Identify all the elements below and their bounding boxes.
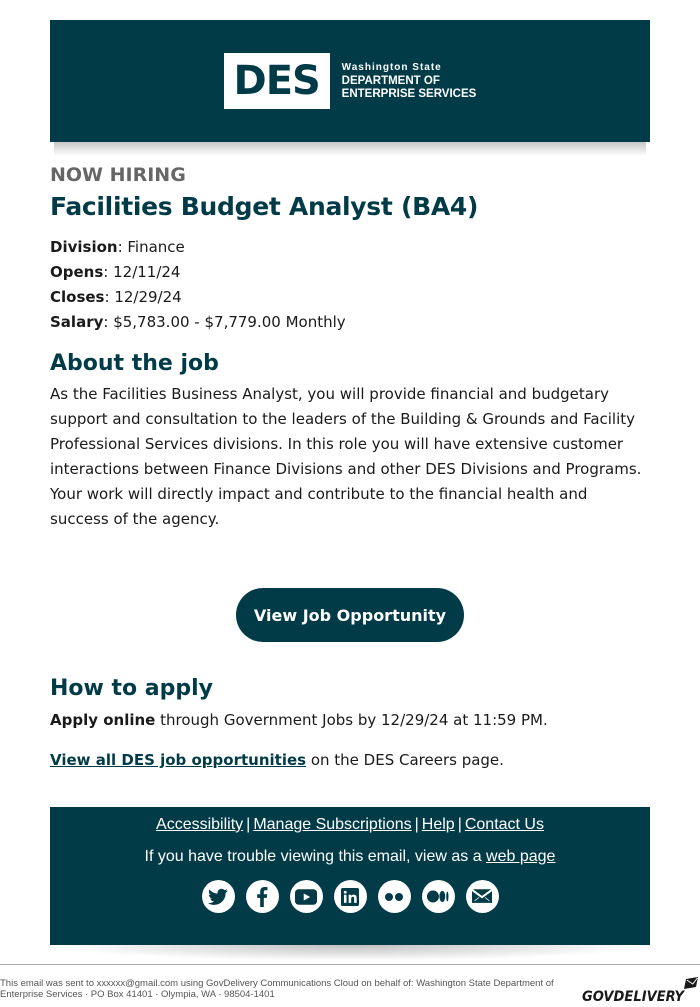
careers-page-text: on the DES Careers page. (306, 751, 504, 769)
contact-us-link[interactable]: Contact Us (464, 816, 544, 833)
now-hiring-label: NOW HIRING (50, 164, 186, 186)
accessibility-link[interactable]: Accessibility (156, 816, 244, 833)
footer-separator: | (414, 816, 419, 833)
govdelivery-logo[interactable] (582, 975, 700, 1005)
detail-value: : Finance (117, 238, 185, 256)
detail-value: : 12/11/24 (103, 263, 181, 281)
detail-division (50, 235, 650, 260)
detail-label: Salary (50, 313, 104, 331)
detail-label: Division (50, 238, 118, 256)
manage-subscriptions-link[interactable]: Manage Subscriptions (253, 816, 412, 833)
logo-line-department: DEPARTMENT OF (341, 74, 440, 87)
view-prefix-text: If you have trouble viewing this email, view as a (144, 848, 487, 865)
des-logo-mark (224, 53, 330, 109)
logo-line-enterprise: ENTERPRISE SERVICES (341, 87, 477, 100)
detail-salary (50, 310, 650, 335)
flickr-icon[interactable] (378, 880, 411, 913)
job-details (50, 235, 650, 335)
email-container (50, 20, 650, 961)
apply-online-label: Apply online (50, 711, 156, 729)
facebook-icon[interactable] (246, 880, 279, 913)
medium-icon[interactable] (422, 880, 455, 913)
footer-shadow (50, 945, 650, 961)
detail-value: : $5,783.00 - $7,779.00 Monthly (103, 313, 346, 331)
email-signup-icon[interactable] (466, 880, 499, 913)
detail-label: Opens (50, 263, 104, 281)
footer-separator: | (457, 816, 462, 833)
apply-instructions (50, 709, 650, 731)
about-heading: About the job (50, 351, 219, 376)
des-logo[interactable] (224, 53, 477, 109)
govdelivery-envelope-icon (684, 977, 698, 989)
header-shadow (54, 142, 646, 156)
delivery-notice-bar (0, 964, 700, 1007)
job-title: Facilities Budget Analyst (BA4) (50, 192, 479, 221)
logo-line-state: Washington State (341, 61, 442, 73)
des-logo-wordmark (342, 62, 477, 101)
apply-deadline-text: through Government Jobs by 12/29/24 at 11:59 PM. (155, 711, 548, 729)
footer (50, 807, 650, 945)
govdelivery-logo-text: GOVDELIVERY (582, 989, 686, 1005)
main-content (50, 156, 650, 771)
about-text: As the Facilities Business Analyst, you will provide financial and budgetary support and consultation to the leaders of the Building & Grounds and Facility Professional Services divisions. In this role you will have extensive customer interactions between Finance Divisions and other DES Divisions and Programs. Your work will directly impact and contribute to the financial health and success of the agency. (50, 385, 642, 528)
footer-separator: | (246, 816, 251, 833)
detail-closes (50, 285, 650, 310)
delivery-notice-text: This email was sent to xxxxxx@gmail.com using GovDelivery Communications Cloud on behalf of: Washington State Department of Enterprise Services · PO Box 41401 · Olympia, WA · 98504-1401 (0, 978, 554, 1000)
footer-links (50, 816, 650, 834)
social-icons (50, 880, 650, 913)
view-as-webpage (50, 848, 650, 866)
detail-value: : 12/29/24 (104, 288, 182, 306)
linkedin-icon[interactable] (334, 880, 367, 913)
cta-wrap (50, 588, 650, 642)
des-logo-letters: DES (233, 58, 320, 104)
detail-label: Closes (50, 288, 105, 306)
how-to-apply-heading: How to apply (50, 676, 214, 701)
youtube-icon[interactable] (290, 880, 323, 913)
header-banner (50, 20, 650, 142)
view-all-jobs-link[interactable]: View all DES job opportunities (50, 751, 307, 769)
detail-opens (50, 260, 650, 285)
web-page-link[interactable]: web page (486, 848, 556, 865)
help-link[interactable]: Help (421, 816, 455, 833)
twitter-icon[interactable] (202, 880, 235, 913)
view-job-opportunity-button[interactable]: View Job Opportunity (236, 588, 464, 642)
careers-line (50, 749, 650, 771)
